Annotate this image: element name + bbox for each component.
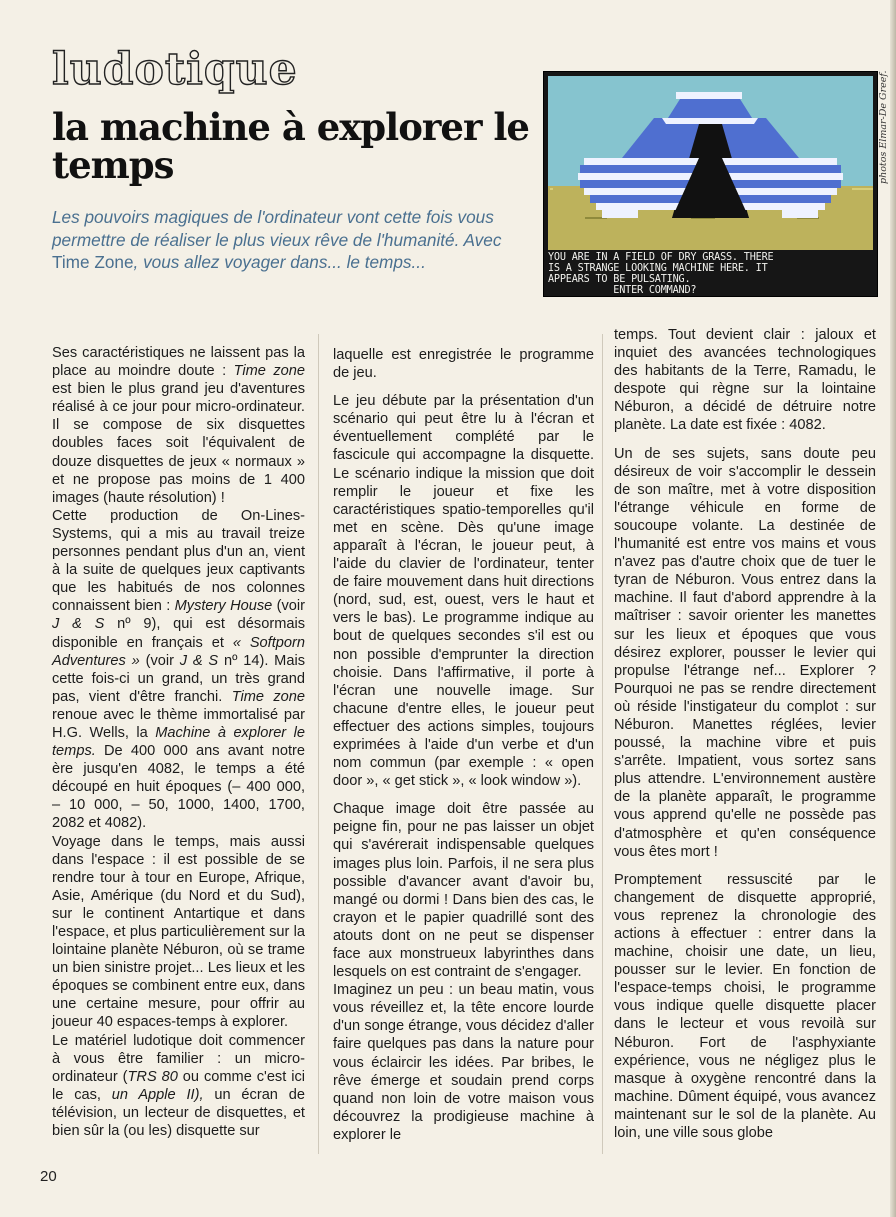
italic-reference: Time zone: [233, 363, 305, 380]
photo-credit: photos Elmar-De Greef.: [878, 70, 889, 184]
game-screen-text: YOU ARE IN A FIELD OF DRY GRASS. THERE IS A STRANGE LOOKING MACHINE HERE. IT APPEARS TO BE PULSATING. ENTER COMMAND?: [548, 252, 774, 296]
article-column-2: [333, 346, 594, 1144]
italic-reference: J & S: [179, 652, 219, 669]
lead-text-end: , vous allez voyager dans... le temps...: [133, 252, 426, 272]
italic-reference: un Apple II),: [111, 1086, 204, 1103]
italic-reference: J & S: [52, 616, 105, 633]
machine-top-cap: [668, 99, 752, 118]
article-lead: [52, 206, 530, 274]
article-column-3: [614, 326, 876, 1142]
section-rubric: ludotique: [52, 44, 298, 95]
paragraph: laquelle est enregistrée le programme de jeu.: [333, 347, 594, 382]
paragraph: Promptement ressuscité par le changement de disquette approprié, vous reprenez la chronologie des actions à effectuer : entrer dans la machine, choisir une date, un lieu, pousser sur le levier. En fonction de l'espace-temps choisi, le programme vous indique quelle disquette placer dans le lecteur et vous revoilà sur Néburon. Fort de l'asphyxiante expérience, vous ne négligez plus le masque à oxygène rencontré dans la machine. Dûment équipé, vous avancez maintenant sur le sol de la planète. Au loin, une ville sous globe: [614, 871, 876, 1142]
paragraph: Ses caractéristiques ne laissent pas la place au moindre doute : Time zone est bien le plus grand jeu d'aventures réalisé à ce jour pour micro-ordinateur. Il se compose de six disquettes doubles faces soit l'équivalent de douze disquettes de jeux « normaux » et ne propose pas moins de 1 400 images (haute résolution) !: [52, 345, 305, 506]
column-divider: [318, 334, 319, 1154]
grass-mark: [550, 188, 553, 190]
article-title: la machine à explorer le temps: [52, 105, 529, 187]
paragraph: Chaque image doit être passée au peigne fin, pour ne pas laisser un objet qui s'avérerait indispensable quelques images plus loin. Parfois, il ne sera plus possible d'avancer avant d'avoir bu, mangé ou dormi ! Dans bien des cas, le crayon et le papier quadrillé sont des atouts dont on ne peut se dispenser face aux monstrueux labyrinthes dans lesquels on est contraint de s'engager.: [333, 801, 594, 981]
column-divider: [602, 334, 603, 1154]
italic-reference: Mystery House: [174, 598, 273, 615]
paragraph: Un de ses sujets, sans doute peu désireux de voir s'accomplir le dessein de son maître, met à votre disposition l'étrange véhicule en forme de soucoupe volante. La destinée de l'humanité est entre vos mains et vous n'avez pas d'autre choix que de tuer le tyran de Néburon. Vous entrez dans la machine. Il faut d'abord apprendre à la maîtriser : savoir orienter les manettes sur les lieux et époques que vous désirez explorer, pousser le levier qui propulse l'étrange nef... Explorer ? Pourquoi ne pas se rendre directement où réside l'instigateur du complot : sur Néburon. Manettes réglées, levier poussé, la machine vibre et puis s'arrête. Impatient, vous sortez sans plus attendre. L'environnement austère de la planète apparaît, le programme vous apprend qu'elle ne possède pas d'atmosphère et qu'en conséquence vous êtes mort !: [614, 445, 876, 860]
italic-reference: « Softporn Adventures »: [52, 634, 305, 669]
italic-reference: Time zone: [231, 688, 305, 705]
paragraph: temps. Tout devient clair : jaloux et inquiet des avancées technologiques des habitants de la Terre, Ramadu, le despote qui règne sur la lointaine Néburon, a décidé de détruire notre planète. La date est fixée : 4082.: [614, 327, 876, 434]
italic-reference: TRS 80: [127, 1068, 178, 1085]
machine-leg-right: [782, 210, 818, 218]
grass-mark: [585, 217, 591, 219]
paragraph: Imaginez un peu : un beau matin, vous vous réveillez et, la tête encore lourde d'un songe étrange, vous décidez d'aller faire quelques pas dans la nature pour vous éclaircir les idées. Par bribes, le rêve émerge et soudain prend corps quand non loin de votre maison vous découvrez la prodigieuse machine à explorer le: [333, 982, 594, 1143]
game-screenshot: [543, 71, 878, 297]
time-machine-illustration: [544, 72, 877, 252]
machine-band-upper: [662, 118, 758, 124]
grass-mark: [852, 188, 857, 190]
machine-leg-left: [602, 210, 638, 218]
lead-game-name: Time Zone: [52, 252, 134, 272]
paragraph: Le matériel ludotique doit commencer à vous être familier : un micro-ordinateur (TRS 80 ou comme c'est ici le cas, un Apple II), un écran de télévision, un lecteur de disquettes, et bien sûr la (ou les) disquette sur: [52, 1032, 305, 1140]
page-edge-shadow: [890, 0, 896, 1217]
italic-reference: Machine à explorer le temps.: [52, 724, 305, 760]
paragraph: Le jeu débute par la présentation d'un scénario qui peut être lu à l'écran et éventuellement complété par le fascicule qui accompagne la disquette. Le scénario indique la mission que doit remplir le joueur et fixe les caractéristiques spatio-temporelles qu'il met en scène. Dès qu'une image apparaît à l'écran, le joueur peut, à l'aide du clavier de l'ordinateur, tenter de faire mouvement dans huit directions (nord, sud, est, ouest, vers le haut et vers le bas). Le programme indique au bout de quelques secondes s'il est ou non possible d'emprunter la direction choisie. Dans l'affirmative, il porte à l'écran une nouvelle image. Sur chacune d'entre elles, le joueur peut effectuer des actions simples, toujours exprimées à l'aide d'un verbe et d'un nom commun (par exemple : « open door », « get stick », « look window »).: [333, 393, 594, 790]
paragraph: Cette production de On-Lines-Systems, qui a mis au travail treize personnes pendant plus d'un an, vient à la suite de quelques jeux captivants que les habitués de nos colonnes connaissent bien : Mystery House (voir J & S nº 9), qui est désormais disponible en français et « Softporn Adventures » (voir J & S nº 14). Mais cette fois-ci un grand, un très grand pas, vient d'être franchi. Time zone renoue avec le thème immortalisé par H.G. Wells, la Machine à explorer le temps. De 400 000 ans avant notre ère jusqu'en 4082, le temps a été découpé en huit époques (– 400 000, – 10 000, – 50, 1000, 1400, 1700, 2082 et 4082).: [52, 507, 306, 832]
machine-top-rim: [676, 92, 742, 99]
lead-text-start: Les pouvoirs magiques de l'ordinateur vont cette fois vous permettre de réaliser le plus vieux rêve de l'humanité. Avec: [52, 207, 502, 250]
article-column-1: [52, 344, 305, 1140]
page-number: 20: [40, 1168, 57, 1185]
paragraph: Voyage dans le temps, mais aussi dans l'espace : il est possible de se rendre tour à tour en Europe, Afrique, Asie, Amérique (du Nord et du Sud), sur le continent Antartique et dans l'espace, et plus particulièrement sur la lointaine planète Néburon, où se trame un bien sinistre projet... Les lieux et les époques se combinent entre eux, dans une certaine mesure, pour offrir au joueur 40 espaces-temps à explorer.: [52, 833, 305, 1031]
